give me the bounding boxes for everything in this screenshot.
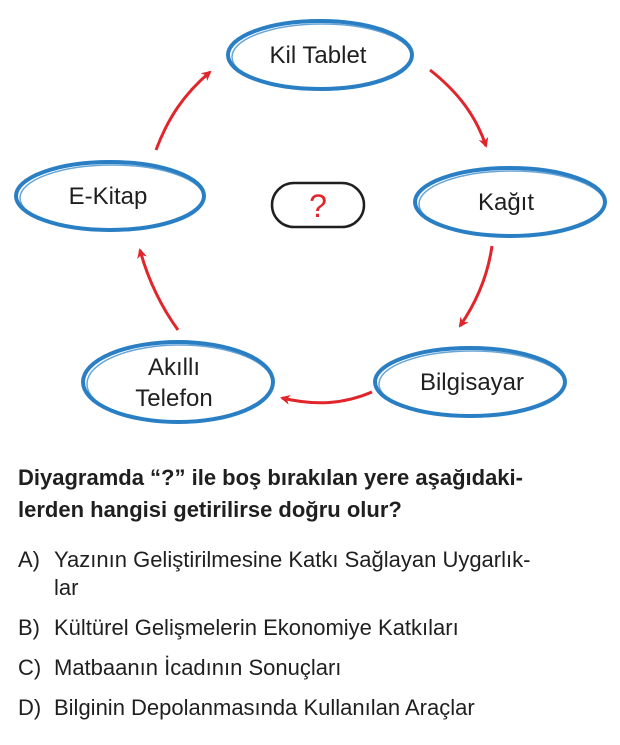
node-kil-tablet-label: Kil Tablet xyxy=(269,42,367,69)
option-a[interactable] xyxy=(18,546,614,602)
node-bilgisayar xyxy=(375,348,565,417)
center-question-mark: ? xyxy=(309,188,327,224)
option-d-text: Bilginin Depolanmasında Kullanılan Araçlar xyxy=(54,695,475,720)
arrow-akilli-telefon-to-e-kitap xyxy=(140,250,178,330)
node-e-kitap xyxy=(16,162,204,231)
option-c[interactable] xyxy=(18,654,614,682)
option-c-letter: C) xyxy=(18,655,42,680)
arrow-e-kitap-to-kil-tablet xyxy=(156,72,210,150)
node-kil-tablet xyxy=(228,21,412,90)
center-question-box xyxy=(272,183,364,227)
node-e-kitap-label: E-Kitap xyxy=(68,183,148,210)
options-list xyxy=(18,546,614,734)
arrow-bilgisayar-to-akilli-telefon xyxy=(282,392,372,403)
arrow-kagit-to-bilgisayar xyxy=(460,246,492,326)
question-line2: lerden hangisi getirilirse doğru olur? xyxy=(18,497,402,522)
question-line1: Diyagramda “?” ile boş bırakılan yere aşağıdaki- xyxy=(18,465,523,490)
node-kagit xyxy=(415,168,605,237)
node-akilli-telefon-label-line1: Akıllı xyxy=(147,354,201,381)
node-akilli-telefon xyxy=(83,342,273,423)
option-d[interactable] xyxy=(18,694,614,722)
arrow-kil-tablet-to-kagit xyxy=(430,70,486,146)
option-b-letter: B) xyxy=(18,615,40,640)
option-b-text: Kültürel Gelişmelerin Ekonomiye Katkıları xyxy=(54,615,459,640)
node-akilli-telefon-label-line2: Telefon xyxy=(135,385,213,412)
node-bilgisayar-label: Bilgisayar xyxy=(419,369,525,396)
option-c-text: Matbaanın İcadının Sonuçları xyxy=(54,655,342,680)
question-text xyxy=(18,462,614,526)
option-a-text: Yazının Geliştirilmesine Katkı Sağlayan Uygarlık- xyxy=(54,547,531,572)
option-a-text-cont: lar xyxy=(54,575,79,600)
option-a-letter: A) xyxy=(18,547,40,572)
node-kagit-label: Kağıt xyxy=(477,189,535,216)
option-b[interactable] xyxy=(18,614,614,642)
option-d-letter: D) xyxy=(18,695,42,720)
